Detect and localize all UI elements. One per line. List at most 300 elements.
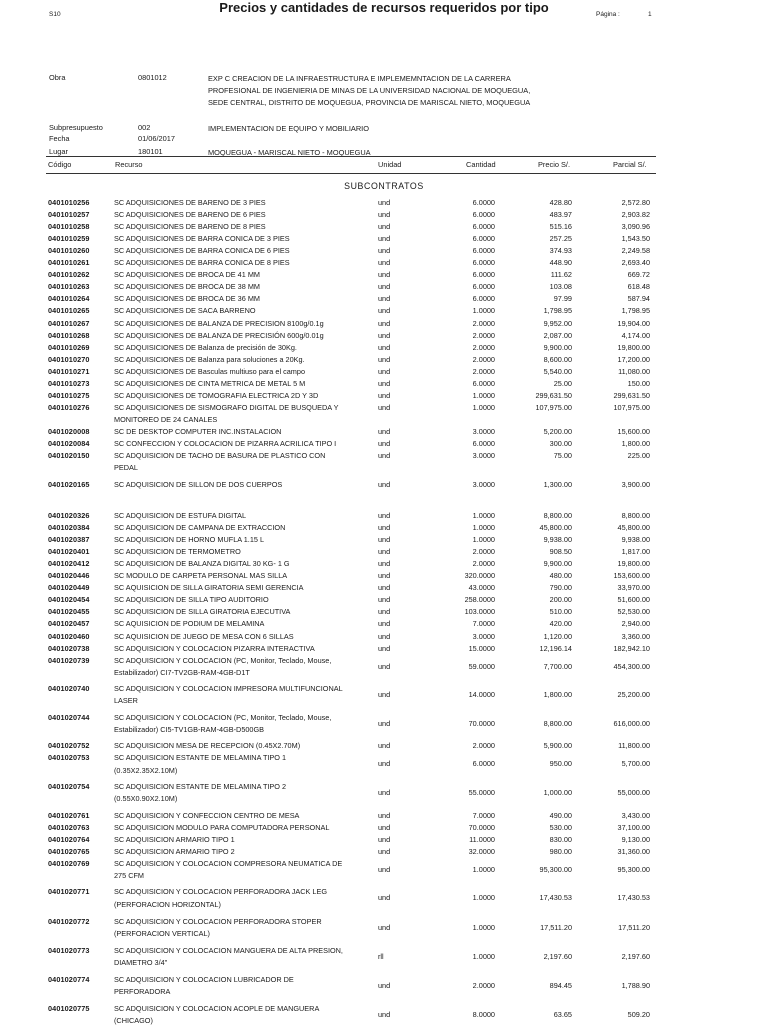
resource-price: 5,540.00 [543,366,572,376]
resource-unit: und [378,426,391,436]
resource-price: 1,800.00 [543,690,572,700]
resource-partial: 2,572.80 [621,198,650,207]
resource-partial: 15,600.00 [617,426,650,436]
resource-price: 908.50 [549,547,572,557]
resource-code: 0401010257 [48,210,90,220]
resource-description: SC ADQUISICIONES DE BALANZA DE PRECISIÓN 600g/0.01g [114,330,324,340]
resource-price: 9,952.00 [543,318,572,328]
resource-price: 63.65 [553,1009,572,1019]
resource-partial: 153,600.00 [613,571,650,581]
resource-code: 0401010275 [48,390,90,400]
resource-code: 0401010265 [48,306,90,316]
resource-partial: 3,430.00 [621,810,650,820]
resource-code: 0401020754 [48,782,90,792]
resource-description: SC ADQUISICION ESTANTE DE MELAMINA TIPO 1 (0.35X2.35X2.10M) [114,753,287,775]
resource-description: SC ADQUISICION Y COLOCACION PERFORADORA STOPER (PERFORACION VERTICAL) [114,916,322,938]
resource-description: SC ADQUISICION Y COLOCACION IMPRESORA MULTIFUNCIONAL LASER [114,684,343,706]
resource-price: 12,196.14 [539,643,572,653]
resource-quantity: 1.0000 [472,402,495,412]
resource-partial: 3,360.00 [621,631,650,641]
resource-partial: 2,197.60 [621,951,650,961]
col-recurso: Recurso [115,160,143,169]
resource-code: 0401010264 [48,294,90,304]
resource-partial: 3,900.00 [621,479,650,489]
resource-code: 0401010271 [48,366,90,376]
resource-unit: und [378,390,391,400]
resource-partial: 2,940.00 [621,619,650,629]
resource-price: 374.93 [549,246,572,256]
resource-code: 0401010269 [48,342,90,352]
resource-description: SC DE DESKTOP COMPUTER INC.INSTALACION [114,426,282,436]
resource-unit: und [378,559,391,569]
resource-partial: 17,511.20 [618,922,650,932]
resource-description: SC ADQUISICION ARMARIO TIPO 2 [114,846,235,856]
resource-quantity: 1.0000 [472,951,495,961]
resource-partial: 1,543.50 [621,234,650,244]
resource-partial: 52,530.00 [617,607,650,617]
resource-partial: 107,975.00 [613,402,650,412]
resource-price: 480.00 [549,571,572,581]
resource-price: 9,900.00 [543,342,572,352]
resource-quantity: 6.0000 [472,294,495,304]
resource-price: 530.00 [549,822,572,832]
resource-code: 0401020739 [48,655,90,665]
resource-price: 2,197.60 [543,951,572,961]
resource-description: SC ADQUISICION MODULO PARA COMPUTADORA PERSONAL [114,822,330,832]
report-title: Precios y cantidades de recursos requeridos por tipo [219,0,549,15]
resource-partial: 11,800.00 [618,741,650,751]
resource-unit: und [378,342,391,352]
resource-quantity: 55.0000 [468,788,495,798]
resource-unit: und [378,595,391,605]
subpresupuesto-description: IMPLEMENTACION DE EQUIPO Y MOBILIARIO [208,124,369,133]
resource-quantity: 2.0000 [472,318,495,328]
resource-quantity: 6.0000 [472,234,495,244]
resource-code: 0401020446 [48,571,90,581]
resource-description: SC ADQUISICIONES DE Balanza de precisión de 30Kg. [114,342,297,352]
resource-unit: und [378,810,391,820]
resource-quantity: 15.0000 [468,643,495,653]
resource-code: 0401010258 [48,222,90,232]
resource-price: 8,800.00 [543,718,572,728]
resource-partial: 1,788.90 [621,980,650,990]
resource-price: 107,975.00 [535,402,572,412]
resource-price: 25.00 [553,378,572,388]
resource-partial: 618.48 [627,282,650,292]
resource-unit: und [378,741,391,751]
resource-partial: 4,174.00 [621,330,650,340]
resource-partial: 11,080.00 [618,366,650,376]
resource-quantity: 1.0000 [472,390,495,400]
resource-price: 950.00 [549,759,572,769]
resource-price: 5,900.00 [543,741,572,751]
resource-description: SC ADQUISICION DE SILLA TIPO AUDITORIO [114,595,269,605]
resource-description: SC MODULO DE CARPETA PERSONAL MAS SILLA [114,571,288,581]
resource-description: SC ADQUISICIONES DE Basculas multiuso para el campo [114,366,306,376]
resource-quantity: 3.0000 [472,631,495,641]
resource-code: 0401020775 [48,1003,90,1013]
subpresupuesto-label: Subpresupuesto [49,123,103,132]
resource-partial: 454,300.00 [613,661,650,671]
resource-price: 428.80 [549,198,572,207]
resource-quantity: 32.0000 [468,846,495,856]
resource-partial: 182,942.10 [613,643,650,653]
resource-description: SC ADQUISICION Y COLOCACION (PC, Monitor, Teclado, Mouse, Estabilizador) CI7-TV2GB-RAM-4GB-D1T [114,655,332,677]
resource-code: 0401020774 [48,974,90,984]
resource-partial: 19,800.00 [617,342,650,352]
resource-description: SC ADQUISICION Y COLOCACION MANGUERA DE ALTA PRESION, DIAMETRO 3/4" [114,945,343,967]
resource-code: 0401010256 [48,198,90,207]
resource-price: 300.00 [549,439,572,448]
resource-unit: und [378,759,391,769]
resource-description: SC ADQUISICIONES DE BARENO DE 3 PIES [114,198,266,207]
resource-partial: 1,817.00 [621,547,650,557]
resource-unit: und [378,282,391,292]
resource-description: SC ADQUISICIONES DE CINTA METRICA DE METAL 5 M [114,378,306,388]
resource-quantity: 14.0000 [468,690,495,700]
resource-price: 299,631.50 [535,390,572,400]
resource-unit: und [378,822,391,832]
resource-code: 0401020384 [48,523,90,533]
resource-price: 1,300.00 [543,479,572,489]
resource-partial: 19,904.00 [617,318,650,328]
resource-unit: und [378,318,391,328]
resource-code: 0401020769 [48,858,90,868]
resource-description: SC ADQUISICION DE TERMOMETRO [114,547,241,557]
resource-description: SC ADQUISICIONES DE BARRA CONICA DE 3 PIES [114,234,290,244]
fecha-value: 01/06/2017 [138,134,175,143]
resource-unit: und [378,661,391,671]
resource-unit: und [378,788,391,798]
resource-description: SC ADQUISICION Y COLOCACION ACOPLE DE MANGUERA (CHICAGO) [114,1003,319,1025]
resource-description: SC ADQUISICIONES DE BROCA DE 36 MM [114,294,260,304]
resource-code: 0401020084 [48,439,90,448]
resource-partial: 17,430.53 [617,893,650,903]
resource-quantity: 6.0000 [472,439,495,448]
resource-partial: 9,130.00 [621,834,650,844]
resource-code: 0401020457 [48,619,90,629]
resource-code: 0401020449 [48,583,90,593]
resource-quantity: 2.0000 [472,547,495,557]
resource-unit: und [378,864,391,874]
resource-quantity: 6.0000 [472,210,495,220]
resource-quantity: 6.0000 [472,270,495,280]
resource-partial: 150.00 [627,378,650,388]
resource-quantity: 1.0000 [472,922,495,932]
resource-description: SC AQUISICION DE JUEGO DE MESA CON 6 SILLAS [114,631,294,641]
resource-quantity: 258.0000 [464,595,495,605]
resource-code: 0401020738 [48,643,90,653]
resource-price: 830.00 [549,834,572,844]
obra-code: 0801012 [138,73,167,82]
col-unidad: Unidad [378,160,402,169]
section-title: SUBCONTRATOS [344,181,424,191]
resource-quantity: 2.0000 [472,980,495,990]
resource-quantity: 103.0000 [464,607,495,617]
resource-description: SC ADQUISICIONES DE Balanza para soluciones a 20Kg. [114,354,305,364]
resource-unit: und [378,294,391,304]
resource-quantity: 6.0000 [472,759,495,769]
resource-code: 0401020753 [48,753,90,763]
resource-code: 0401020752 [48,741,90,751]
resource-quantity: 3.0000 [472,426,495,436]
resource-quantity: 2.0000 [472,366,495,376]
resource-unit: und [378,571,391,581]
resource-description: SC ADQUISICIONES DE TOMOGRAFIA ELECTRICA 2D Y 3D [114,390,319,400]
resource-price: 2,087.00 [543,330,572,340]
resource-price: 7,700.00 [543,661,572,671]
resource-description: SC ADQUISICION DE CAMPANA DE EXTRACCION [114,523,286,533]
resource-price: 111.62 [550,270,572,280]
resource-quantity: 2.0000 [472,354,495,364]
resource-price: 17,430.53 [539,893,572,903]
resource-code: 0401020744 [48,712,90,722]
resource-unit: und [378,535,391,545]
resource-price: 257.25 [549,234,572,244]
resource-unit: und [378,607,391,617]
resource-price: 1,120.00 [543,631,572,641]
resource-unit: und [378,834,391,844]
subpresupuesto-code: 002 [138,123,151,132]
obra-label: Obra [49,73,66,82]
resource-unit: und [378,511,391,520]
resource-unit: und [378,222,391,232]
resource-description: SC ADQUISICION DE ESTUFA DIGITAL [114,511,247,520]
resource-unit: und [378,366,391,376]
resource-partial: 55,000.00 [617,788,650,798]
resource-partial: 616,000.00 [613,718,650,728]
resource-quantity: 6.0000 [472,378,495,388]
resource-description: SC CONFECCION Y COLOCACION DE PIZARRA ACRILICA TIPO I [114,439,337,448]
page-label: Página : [596,11,620,18]
resource-unit: und [378,330,391,340]
resource-description: SC ADQUISICIONES DE BROCA DE 41 MM [114,270,260,280]
resource-unit: und [378,547,391,557]
resource-code: 0401010260 [48,246,90,256]
resource-quantity: 7.0000 [472,810,495,820]
fecha-label: Fecha [49,134,70,143]
resource-code: 0401020401 [48,547,90,557]
resource-partial: 2,693.40 [621,258,650,268]
resource-partial: 225.00 [627,451,650,461]
resource-code: 0401010268 [48,330,90,340]
resource-description: SC ADQUISICION Y COLOCACION (PC, Monitor, Teclado, Mouse, Estabilizador) CI5-TV1GB-RAM-4GB-D500GB [114,712,332,734]
resource-code: 0401020454 [48,595,90,605]
resource-description: SC ADQUISICION DE HORNO MUFLA 1.15 L [114,535,265,545]
resource-partial: 1,798.95 [621,306,650,316]
resource-description: SC ADQUISICIONES DE BARENO DE 8 PIES [114,222,266,232]
resource-quantity: 6.0000 [472,198,495,207]
resource-quantity: 6.0000 [472,258,495,268]
resource-unit: und [378,523,391,533]
resource-partial: 2,249.58 [621,246,650,256]
resource-description: SC ADQUISICION DE TACHO DE BASURA DE PLASTICO CON PEDAL [114,451,326,473]
resource-unit: und [378,378,391,388]
resource-description: SC ADQUISICIONES DE BROCA DE 38 MM [114,282,260,292]
resource-quantity: 6.0000 [472,282,495,292]
resource-price: 5,200.00 [543,426,572,436]
resource-unit: und [378,631,391,641]
col-cantidad: Cantidad [466,160,496,169]
resource-unit: und [378,210,391,220]
resource-quantity: 2.0000 [472,741,495,751]
resource-quantity: 1.0000 [472,893,495,903]
resource-code: 0401020771 [48,887,90,897]
resource-partial: 45,800.00 [617,523,650,533]
resource-quantity: 1.0000 [472,864,495,874]
resource-description: SC ADQUISICIONES DE SACA BARRENO [114,306,256,316]
resource-partial: 2,903.82 [621,210,650,220]
resource-price: 790.00 [549,583,572,593]
resource-quantity: 8.0000 [472,1009,495,1019]
resource-price: 95,300.00 [539,864,572,874]
resource-unit: und [378,893,391,903]
resource-code: 0401020761 [48,810,90,820]
resource-price: 97.99 [553,294,572,304]
resource-unit: und [378,402,391,412]
resource-unit: und [378,619,391,629]
resource-price: 9,938.00 [543,535,572,545]
column-header [46,156,656,174]
resource-description: SC ADQUISICIONES DE BARRA CONICA DE 8 PIES [114,258,290,268]
resource-code: 0401020326 [48,511,90,520]
resource-price: 483.97 [549,210,572,220]
resource-quantity: 2.0000 [472,559,495,569]
resource-price: 8,800.00 [543,511,572,520]
resource-unit: und [378,643,391,653]
resource-price: 8,600.00 [543,354,572,364]
resource-price: 894.45 [549,980,572,990]
page-number: 1 [648,11,652,18]
resource-quantity: 2.0000 [472,342,495,352]
resource-unit: und [378,690,391,700]
resource-quantity: 1.0000 [472,306,495,316]
resource-partial: 3,090.96 [621,222,650,232]
resource-price: 490.00 [549,810,572,820]
resource-price: 45,800.00 [539,523,572,533]
resource-unit: und [378,980,391,990]
resource-code: 0401010262 [48,270,90,280]
resource-unit: und [378,583,391,593]
resource-code: 0401020455 [48,607,90,617]
resource-description: SC ADQUISICION DE SILLON DE DOS CUERPOS [114,479,283,489]
lugar-description: MOQUEGUA - MARISCAL NIETO - MOQUEGUA [208,148,371,157]
resource-unit: und [378,234,391,244]
resource-price: 75.00 [553,451,572,461]
resource-unit: und [378,439,391,448]
resource-description: SC ADQUISICIONES DE BARENO DE 6 PIES [114,210,266,220]
resource-code: 0401010261 [48,258,90,268]
resource-unit: und [378,246,391,256]
resource-partial: 9,938.00 [621,535,650,545]
resource-description: SC ADQUISICIONES DE BALANZA DE PRECISION 8100g/0.1g [114,318,324,328]
resource-quantity: 43.0000 [468,583,495,593]
resource-code: 0401010259 [48,234,90,244]
resource-description: SC ADQUISICION ESTANTE DE MELAMINA TIPO 2 (0.55X0.90X2.10M) [114,782,287,804]
resource-price: 510.00 [549,607,572,617]
report-code: S10 [49,11,61,18]
resource-code: 0401020460 [48,631,90,641]
obra-description: EXP C CREACION DE LA INFRAESTRUCTURA E IMPLEMEMNTACION DE LA CARRERA PROFESIONAL DE INGENIERIA DE MINAS DE LA UNIVERSIDAD NACIONAL DE MOQUEGUA, SEDE CENTRAL, DISTRITO DE MOQUEGUA, PROVINCIA DE MARISCAL NIETO, MOQUEGUA [208,74,531,108]
col-codigo: Código [48,160,72,169]
resource-code: 0401020772 [48,916,90,926]
resource-quantity: 1.0000 [472,523,495,533]
resource-code: 0401010270 [48,354,90,364]
resource-price: 200.00 [549,595,572,605]
resource-quantity: 70.0000 [468,822,495,832]
resource-code: 0401010276 [48,402,90,412]
resource-partial: 587.94 [627,294,650,304]
resource-quantity: 6.0000 [472,222,495,232]
lugar-label: Lugar [49,147,68,156]
resource-partial: 37,100.00 [617,822,650,832]
resource-partial: 31,360.00 [617,846,650,856]
resource-description: SC AQUISICION DE PODIUM DE MELAMINA [114,619,265,629]
resource-partial: 669.72 [627,270,650,280]
resource-unit: und [378,354,391,364]
resource-quantity: 6.0000 [472,246,495,256]
resource-description: SC ADQUISICION DE SILLA GIRATORIA EJECUTIVA [114,607,291,617]
resource-unit: und [378,846,391,856]
resource-partial: 33,970.00 [617,583,650,593]
resource-unit: und [378,718,391,728]
resource-unit: und [378,922,391,932]
resource-quantity: 1.0000 [472,535,495,545]
resource-code: 0401020740 [48,684,90,694]
resource-code: 0401010267 [48,318,90,328]
resource-code: 0401010273 [48,378,90,388]
resource-description: SC ADQUISICION Y CONFECCION CENTRO DE MESA [114,810,300,820]
resource-quantity: 3.0000 [472,451,495,461]
resource-price: 103.08 [549,282,572,292]
resource-unit: und [378,270,391,280]
resource-description: SC ADQUISICION MESA DE RECEPCION (0.45X2.70M) [114,741,301,751]
resource-partial: 19,800.00 [617,559,650,569]
resource-price: 515.16 [549,222,572,232]
resource-description: SC ADQUISICION DE BALANZA DIGITAL 30 KG- 1 G [114,559,290,569]
resource-partial: 1,800.00 [621,439,650,448]
resource-price: 980.00 [549,846,572,856]
resource-price: 9,900.00 [543,559,572,569]
resource-price: 420.00 [549,619,572,629]
resource-code: 0401010263 [48,282,90,292]
resource-quantity: 2.0000 [472,330,495,340]
resource-description: SC ADQUISICION ARMARIO TIPO 1 [114,834,235,844]
resource-partial: 95,300.00 [617,864,650,874]
resource-code: 0401020150 [48,451,90,461]
resource-description: SC ADQUISICION Y COLOCACION LUBRICADOR DE PERFORADORA [114,974,294,996]
resource-code: 0401020008 [48,426,90,436]
lugar-code: 180101 [138,147,163,156]
resource-code: 0401020764 [48,834,90,844]
resource-quantity: 70.0000 [468,718,495,728]
resource-quantity: 59.0000 [468,661,495,671]
resource-description: SC ADQUISICIONES DE BARRA CONICA DE 6 PIES [114,246,290,256]
resource-quantity: 11.0000 [469,834,495,844]
resource-code: 0401020412 [48,559,90,569]
resource-description: SC ADQUISICION Y COLOCACION PIZARRA INTERACTIVA [114,643,315,653]
resource-partial: 299,631.50 [613,390,650,400]
resource-code: 0401020763 [48,822,90,832]
resource-partial: 8,800.00 [621,511,650,520]
resource-partial: 25,200.00 [617,690,650,700]
resource-code: 0401020387 [48,535,90,545]
resource-price: 17,511.20 [540,922,572,932]
resource-unit: und [378,258,391,268]
resource-description: SC ADQUISICION Y COLOCACION PERFORADORA JACK LEG (PERFORACION HORIZONTAL) [114,887,328,909]
resource-unit: und [378,306,391,316]
resource-code: 0401020773 [48,945,90,955]
